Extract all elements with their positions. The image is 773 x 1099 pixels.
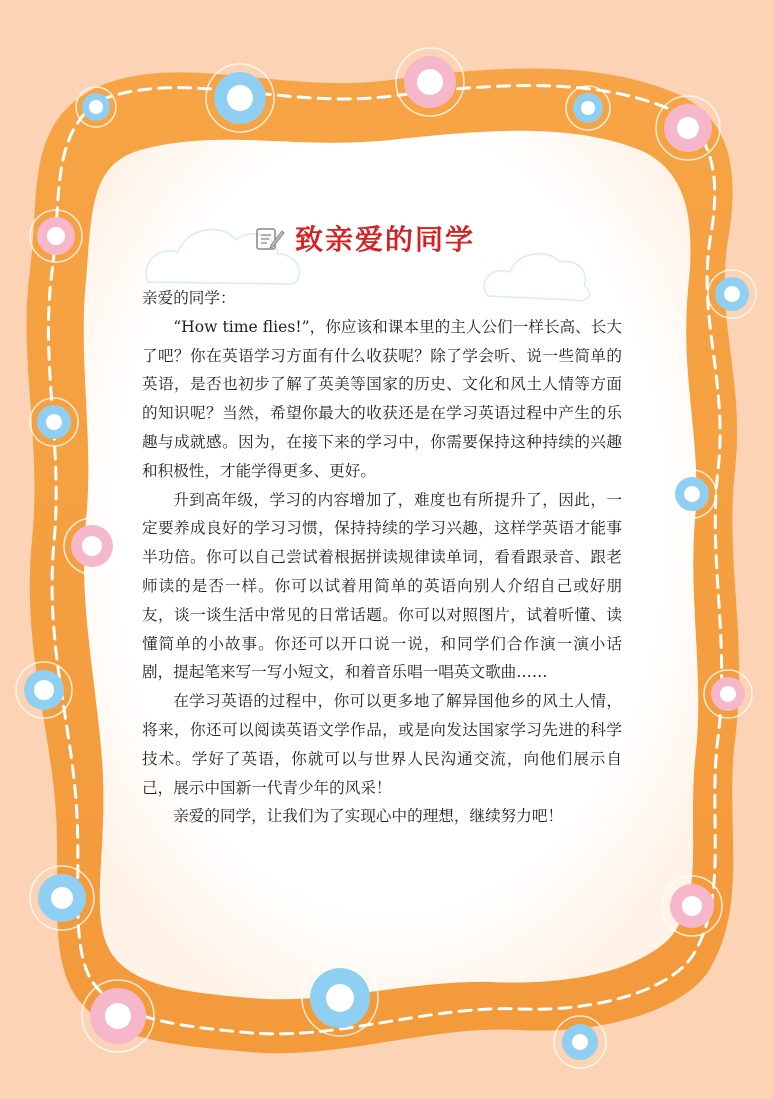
page-title: 致亲爱的同学 — [295, 223, 476, 256]
letter-paragraph: 升到高年级，学习的内容增加了，难度也有所提升了，因此，一定要养成良好的学习习惯，保持持续的学习兴趣，这样学英语才能事半功倍。你可以自己尝试着根据拼读规律读单词，看看跟录音、跟老师读的是否一样。你可以试着用简单的英语向别人介绍自己或好朋友，谈一谈生活中常见的日常话题。你可以对照图片，试着听懂、读懂简单的小故事。你还可以开口说一说，和同学们合作演一演小话剧，提起笔来写一写小短文，和着音乐唱一唱英文歌曲…… — [142, 490, 622, 682]
pencil-note-icon — [255, 225, 285, 251]
letter-paragraph: “How time flies!”，你应该和课本里的主人公们一样长高、长大了吧？你在英语学习方面有什么收获呢？除了学会听、说一些简单的英语，是否也初步了解了英美等国家的历史、文化和风土人情等方面的知识呢？当然，希望你最大的收获还是在学习英语过程中产生的乐趣与成就感。因为，在接下来的学习中，你需要保持这种持续的兴趣和积极性，才能学得更多、更好。 — [142, 317, 622, 480]
title-block — [255, 218, 475, 258]
letter-paragraph: 亲爱的同学，让我们为了实现心中的理想，继续努力吧！ — [173, 807, 564, 826]
letter-body — [142, 284, 622, 831]
letter-greeting: 亲爱的同学： — [142, 289, 236, 307]
letter-paragraph: 在学习英语的过程中，你可以更多地了解异国他乡的风土人情，将来，你还可以阅读英语文学作品，或是向发达国家学习先进的科学技术。学好了英语，你就可以与世界人民沟通交流，向他们展示自己，展示中国新一代青少年的风采！ — [142, 692, 622, 797]
